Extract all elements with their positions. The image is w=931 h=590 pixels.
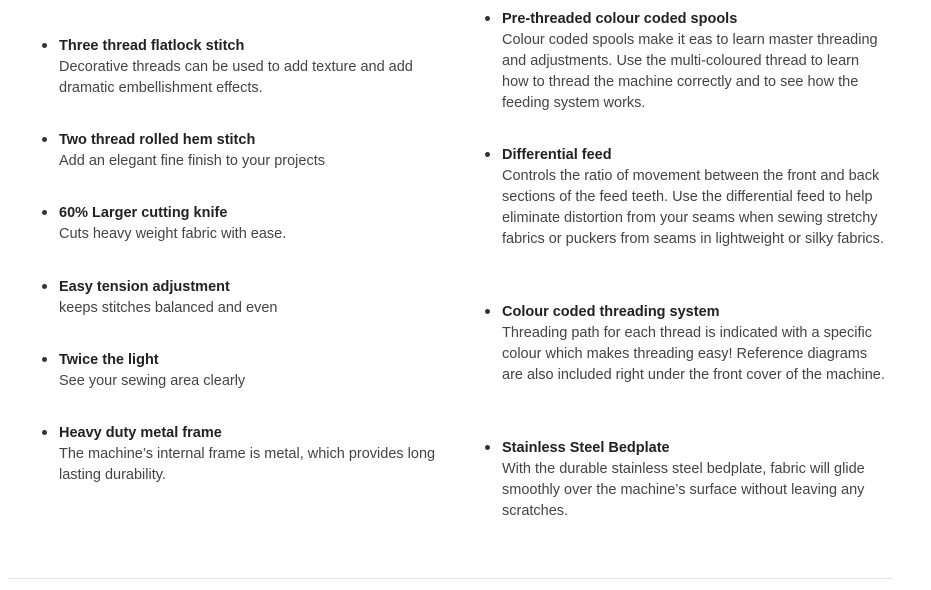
feature-item bbox=[42, 277, 442, 319]
feature-title: Easy tension adjustment bbox=[59, 279, 230, 295]
feature-item bbox=[42, 350, 442, 392]
feature-title: Two thread rolled hem stitch bbox=[59, 132, 256, 148]
feature-item bbox=[485, 9, 885, 114]
bullet-icon bbox=[485, 16, 490, 21]
feature-description: Decorative threads can be used to add texture and add dramatic embellishment effects. bbox=[59, 59, 413, 96]
bullet-icon bbox=[485, 152, 490, 157]
feature-item bbox=[42, 423, 442, 486]
feature-description: keeps stitches balanced and even bbox=[59, 300, 278, 316]
feature-title: Stainless Steel Bedplate bbox=[502, 440, 670, 456]
feature-description: Threading path for each thread is indicated with a specific colour which makes threading easy! Reference diagrams are also included right under the front cover of the machine. bbox=[502, 325, 885, 383]
feature-description: The machine’s internal frame is metal, which provides long lasting durability. bbox=[59, 446, 436, 483]
bullet-icon bbox=[42, 210, 47, 215]
feature-item bbox=[485, 145, 885, 250]
bullet-icon bbox=[485, 309, 490, 314]
bottom-divider bbox=[8, 578, 893, 579]
bullet-icon bbox=[42, 430, 47, 435]
feature-description: Controls the ratio of movement between the front and back sections of the feed teeth. Use the differential feed to help eliminate distortion from your seams when sewing stretchy fabrics or puckers from seams in lightweight or silky fabrics. bbox=[502, 168, 884, 247]
feature-description: See your sewing area clearly bbox=[59, 373, 246, 389]
bullet-icon bbox=[485, 445, 490, 450]
feature-item bbox=[42, 203, 442, 245]
feature-description: Colour coded spools make it eas to learn master threading and adjustments. Use the multi-coloured thread to learn how to thread the machine correctly and to see how the feeding system works. bbox=[502, 32, 878, 111]
feature-title: Pre-threaded colour coded spools bbox=[502, 11, 738, 27]
feature-description: Add an elegant fine finish to your projects bbox=[59, 153, 325, 169]
feature-item bbox=[42, 130, 442, 172]
bullet-icon bbox=[42, 357, 47, 362]
bullet-icon bbox=[42, 137, 47, 142]
bullet-icon bbox=[42, 284, 47, 289]
feature-item bbox=[42, 36, 442, 99]
feature-title: Three thread flatlock stitch bbox=[59, 38, 245, 54]
feature-title: Colour coded threading system bbox=[502, 304, 720, 320]
feature-title: 60% Larger cutting knife bbox=[59, 205, 228, 221]
feature-description: With the durable stainless steel bedplate, fabric will glide smoothly over the machine’s surface without leaving any scratches. bbox=[502, 461, 865, 519]
feature-title: Twice the light bbox=[59, 352, 159, 368]
feature-description: Cuts heavy weight fabric with ease. bbox=[59, 226, 287, 242]
feature-title: Heavy duty metal frame bbox=[59, 425, 222, 441]
bullet-icon bbox=[42, 43, 47, 48]
feature-item bbox=[485, 302, 885, 386]
feature-item bbox=[485, 438, 885, 522]
feature-title: Differential feed bbox=[502, 147, 612, 163]
